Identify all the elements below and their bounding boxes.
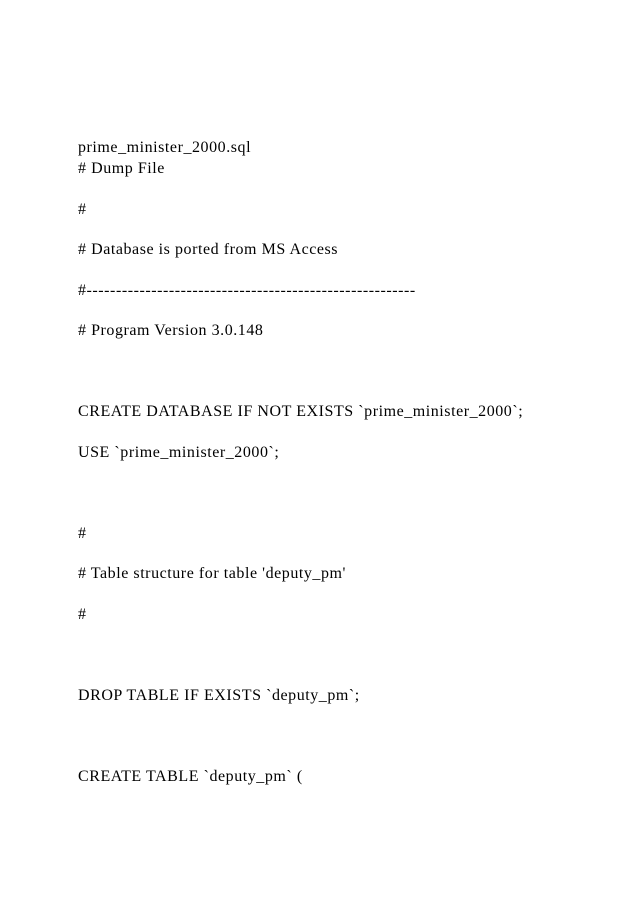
- comment-table-structure: # Table structure for table 'deputy_pm': [78, 565, 346, 582]
- sql-use-database: USE `prime_minister_2000`;: [78, 444, 280, 461]
- sql-drop-table: DROP TABLE IF EXISTS `deputy_pm`;: [78, 687, 360, 704]
- document-filename: prime_minister_2000.sql: [78, 139, 252, 156]
- sql-create-table: CREATE TABLE `deputy_pm` (: [78, 768, 303, 785]
- comment-program-version: # Program Version 3.0.148: [78, 322, 264, 339]
- comment-hash: #: [78, 201, 87, 218]
- comment-separator: #--------------------------------------------------------: [78, 282, 416, 299]
- sql-create-database: CREATE DATABASE IF NOT EXISTS `prime_minister_2000`;: [78, 403, 524, 420]
- comment-dump-file: # Dump File: [78, 160, 165, 177]
- comment-hash: #: [78, 606, 87, 623]
- comment-hash: #: [78, 525, 87, 542]
- comment-ported-from: # Database is ported from MS Access: [78, 241, 339, 258]
